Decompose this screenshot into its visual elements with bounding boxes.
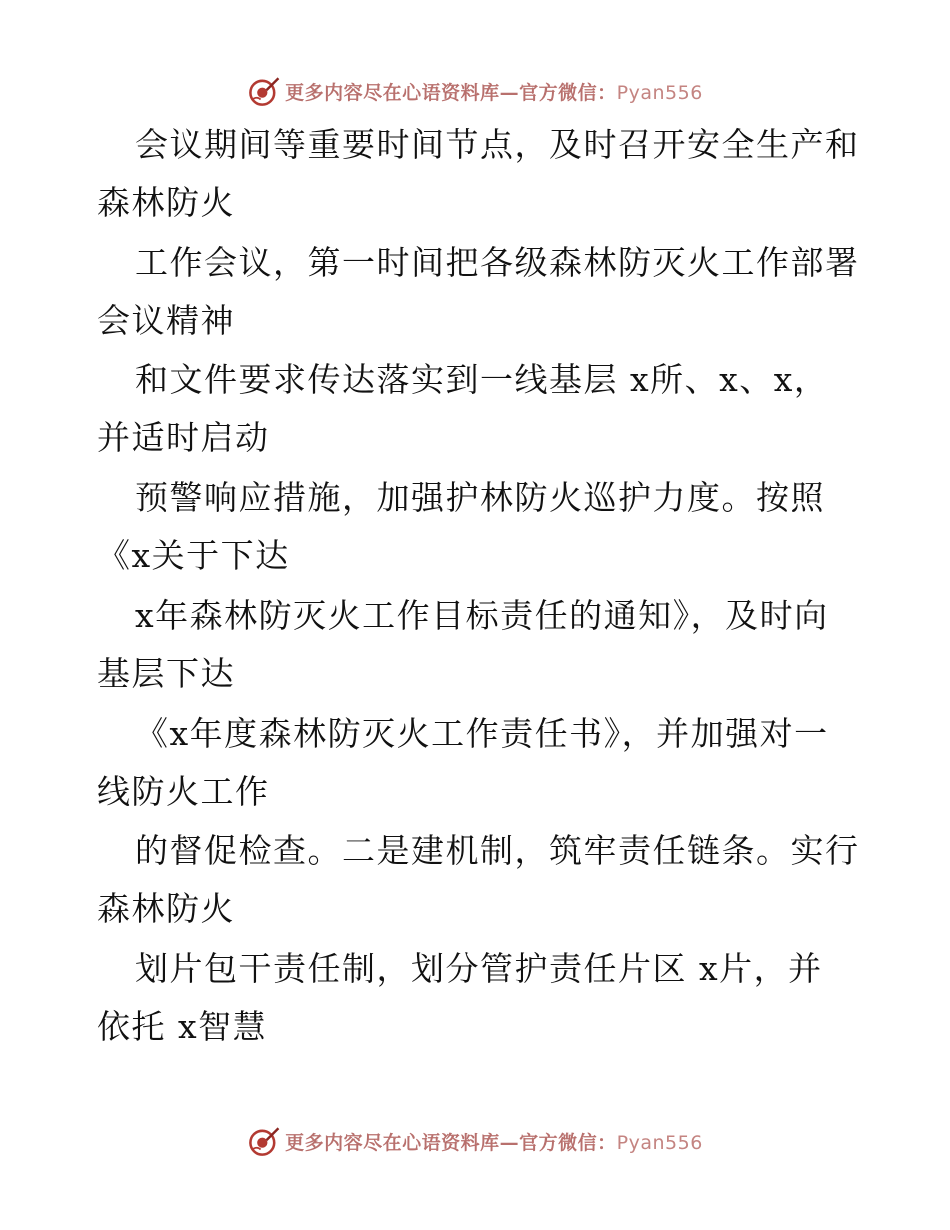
- header-watermark: [0, 71, 950, 111]
- body-line: 《x关于下达: [97, 536, 290, 575]
- body-line: 依托 x智慧: [97, 1007, 268, 1046]
- body-line: 预警响应措施，加强护林防火巡护力度。按照: [135, 478, 825, 517]
- pen-logo-icon: [247, 1124, 281, 1158]
- watermark-main: 更多内容尽在心语资料库—官方微信：: [285, 1131, 617, 1154]
- body-line: 森林防火: [97, 889, 235, 928]
- body-line: 会议精神: [97, 301, 235, 340]
- body-line: x年森林防灭火工作目标责任的通知》，及时向: [135, 596, 829, 635]
- body-line: 工作会议，第一时间把各级森林防灭火工作部署: [135, 243, 860, 282]
- watermark-text: [285, 78, 703, 105]
- watermark-text: [285, 1128, 703, 1155]
- body-line: 《x年度森林防灭火工作责任书》，并加强对一: [135, 714, 829, 753]
- body-line: 并适时启动: [97, 418, 270, 457]
- body-line: 和文件要求传达落实到一线基层 x所、x、x，: [135, 360, 829, 399]
- body-line: 划片包干责任制，划分管护责任片区 x片，并: [135, 949, 823, 988]
- watermark-handle: Pyan556: [616, 81, 703, 104]
- body-line: 的督促检查。二是建机制，筑牢责任链条。实行: [135, 831, 860, 870]
- pen-logo-icon: [247, 74, 281, 108]
- body-line: 线防火工作: [97, 772, 270, 811]
- body-line: 基层下达: [97, 654, 235, 693]
- body-line: 森林防火: [97, 183, 235, 222]
- body-line: 会议期间等重要时间节点，及时召开安全生产和: [135, 125, 860, 164]
- watermark-main: 更多内容尽在心语资料库—官方微信：: [285, 81, 617, 104]
- footer-watermark: [0, 1121, 950, 1161]
- watermark-handle: Pyan556: [616, 1131, 703, 1154]
